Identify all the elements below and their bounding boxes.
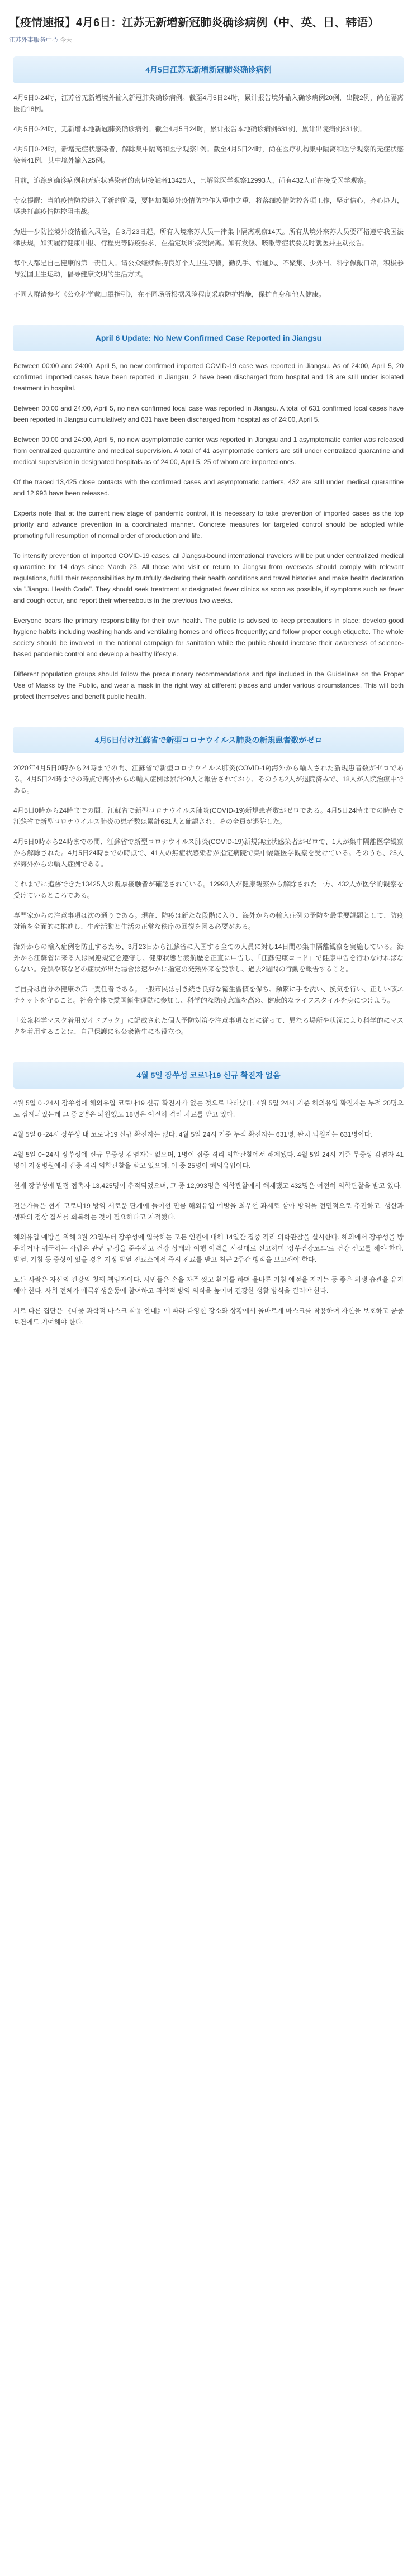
paragraph: 専門家からの注意事項は次の通りである。現在、防疫は新たな段階に入り、海外からの輸入症例の予防を最重要課題として、防疫対策を全面的に推進し、生産活動と生活の正常な秩序の回復を図る必要がある。 xyxy=(13,912,404,931)
section-spacer xyxy=(9,1037,408,1050)
publish-date: 今天 xyxy=(60,37,73,44)
paragraph: 전문가들은 현재 코로나19 방역 새로운 단계에 들어선 만큼 해외유입 예방을 최우선 과제로 삼아 방역을 전면적으로 추진하고, 생산과 생활의 정상 질서를 회복하는 것이 필요하다고 지적했다. xyxy=(13,1202,404,1221)
paragraph: 현재 장쑤성에 밀접 접촉자 13,425명이 추적되었으며, 그 중 12,993명은 의학관찰에서 해제됐고 432명은 여전히 의학관찰을 받고 있다. xyxy=(13,1182,402,1190)
section-spacer xyxy=(9,702,408,714)
paragraph: 4월 5일 0~24시 장쑤성 내 코로나19 신규 확진자는 없다. 4월 5일 24시 기준 누적 확진자는 631명, 완치 퇴원자는 631명이다. xyxy=(13,1130,373,1138)
paragraph: これまでに追跡できた13425人の濃厚接触者が確認されている。12993人が健康観察から解除された一方、432人が医学的観察を受けているところである。 xyxy=(13,880,404,899)
section-heading: 4月5日江苏无新增新冠肺炎确诊病例 xyxy=(145,65,272,74)
paragraph: 海外からの輸入症例を防止するため、3月23日から江蘇省に入国する全ての人員に対し14日間の集中隔離観察を実施している。海外から江蘇省に来る人は関連規定を遵守し、健康状態と渡航歴を正直に申告し、「江蘇健康コード」で健康申告を行わなければならない。発熱や咳などの症状が出た場合は速やかに指定の発熱外来を受診し、過去2週間の行動を報告すること。 xyxy=(13,943,404,973)
paragraph: 不同人群请参考《公众科学戴口罩指引》，在不同场所根据风险程度采取防护措施，保护自身和他人健康。 xyxy=(13,290,326,298)
paragraph: 4月5日0-24时，江苏省无新增境外输入新冠肺炎确诊病例。截至4月5日24时，累计报告境外输入确诊病例20例，出院2例，尚在隔离医治18例。 xyxy=(13,94,404,113)
article-section xyxy=(9,1062,408,1340)
article-meta xyxy=(9,35,408,44)
paragraph: To intensify prevention of imported COVID-19 cases, all Jiangsu-bound international travelers will be put under centralized medical quarantine for 14 days since March 23. All those who visit or return to Jiangsu from overseas should comply with relevant regulations, fulfill their responsibilities by truthfully declaring their health conditions and travel histories and make health declaration via "Jiangsu Health Code". They should seek treatment at designated fever clinics as soon as possible, if symptoms such as fever and cough occur, and report their whereabouts in the previous two weeks. xyxy=(13,552,404,604)
article-body xyxy=(9,56,408,1340)
paragraph: 4月5日0時から24時までの間、江蘇省で新型コロナウイルス肺炎(COVID-19)新規無症状感染者がゼロで、1人が集中隔離医学観察から解除された。4月5日24時までの時点で、41人の無症状感染者が指定病院で集中隔離医学観察を受けている。そのうち、25人が海外からの輸入症例である。 xyxy=(13,838,404,868)
paragraph: Between 00:00 and 24:00, April 5, no new confirmed local case was reported in Jiangsu. A total of 631 confirmed local cases have been reported in Jiangsu cumulatively and 631 have been discharged from hospital as of 24:00, April 5. xyxy=(13,404,404,423)
paragraph: Of the traced 13,425 close contacts with the confirmed cases and asymptomatic carriers, 432 are still under medical quarantine and 12,993 have been released. xyxy=(13,478,404,497)
paragraph: Everyone bears the primary responsibility for their own health. The public is advised to keep precautions in place: develop good hygiene habits including washing hands and ventilating homes and offices frequently; and follow proper cough etiquette. The whole society should be involved in the national campaign for sanitation while the public should increase their awareness of science-based pandemic control and develop a healthy lifestyle. xyxy=(13,617,404,658)
paragraph: 为进一步防控境外疫情输入风险，自3月23日起，所有入境来苏人员一律集中隔离观察14天。所有从境外来苏人员要严格遵守我国法律法规，如实履行健康申报、行程史等防疫要求，在指定场所接受隔离。如有发热、咳嗽等症状要及时就医并主动报告。 xyxy=(13,228,404,247)
paragraph: 「公衆科学マスク着用ガイドブック」に記載された個人予防対策や注意事項などに従って、異なる場所や状況により科学的にマスクを着用することは、自己保護にも公衆衛生にも役立つ。 xyxy=(13,1017,404,1036)
section-heading-banner xyxy=(13,727,404,753)
paragraph: 2020年4月5日0時から24時までの間、江蘇省で新型コロナウイルス肺炎(COVID-19)海外から輸入された新規患者数がゼロである。4月5日24時までの時点で海外からの輸入症例は累計20人と報告されており、そのうち2人が退院済みで、18人が入院治療中である。 xyxy=(13,764,404,794)
section-heading-banner xyxy=(13,325,404,351)
paragraph: Different population groups should follow the precautionary recommendations and tips included in the Guidelines on the Proper Use of Masks by the Public, and wear a mask in the right way at different places and under various circumstances. This will both protect themselves and benefit public health. xyxy=(13,670,404,700)
paragraph: 4월 5일 0~24시 장쑤성에 신규 무증상 감염자는 없으며, 1명이 집중 격리 의학관찰에서 해제됐다. 4월 5일 24시 기준 무증상 감염자 41명이 지정병원에서 집중 격리 의학관찰을 받고 있으며, 이 중 25명이 해외유입이다. xyxy=(13,1151,404,1170)
paragraph: 目前，追踪到确诊病例和无症状感染者的密切接触者13425人，已解除医学观察12993人，尚有432人正在接受医学观察。 xyxy=(13,176,371,184)
article-section xyxy=(9,56,408,312)
section-heading: April 6 Update: No New Confirmed Case Reported in Jiangsu xyxy=(95,333,322,342)
paragraph: Between 00:00 and 24:00, April 5, no new asymptomatic carrier was reported in Jiangsu and 1 asymptomatic carrier was released from centralized quarantine and medical supervision. A total of 41 asymptomatic carriers are still under centralized quarantine and medical supervision in designated hospitals as of 24:00, April 5, 25 of whom are imported ones. xyxy=(13,436,404,466)
article-section xyxy=(9,325,408,714)
section-heading: 4월 5일 장쑤성 코로나19 신규 확진자 없음 xyxy=(136,1071,281,1080)
section-heading-banner xyxy=(13,56,404,83)
paragraph: 모든 사람은 자신의 건강의 첫째 책임자이다. 시민들은 손을 자주 씻고 환기를 하며 올바른 기침 예절을 지키는 등 좋은 위생 습관을 유지해야 한다. 사회 전체가 애국위생운동에 참여하고 과학적 방역 의식을 높이며 건강한 생활 방식을 길러야 한다. xyxy=(13,1276,404,1295)
article-title: 【疫情速报】4月6日：江苏无新增新冠肺炎确诊病例（中、英、日、韩语） xyxy=(9,17,380,29)
section-spacer xyxy=(9,1328,408,1340)
paragraph: 서로 다른 집단은 《대중 과학적 마스크 착용 안내》에 따라 다양한 장소와 상황에서 올바르게 마스크를 착용하여 자신을 보호하고 공중 보건에도 기여해야 한다. xyxy=(13,1307,404,1326)
paragraph: 4月5日0-24时，新增无症状感染者，解除集中隔离和医学观察1例。截至4月5日24时，尚在医疗机构集中隔离和医学观察的无症状感染者41例，其中境外输入25例。 xyxy=(13,145,404,164)
article-section xyxy=(9,727,408,1050)
paragraph: 专家提醒：当前疫情防控进入了新的阶段，要把加强境外疫情防控作为重中之重，将落细疫情防控各项工作，坚定信心，齐心协力，坚决打赢疫情防控阻击战。 xyxy=(13,197,404,216)
section-heading: 4月5日付け江蘇省で新型コロナウイルス肺炎の新規患者数がゼロ xyxy=(94,736,323,745)
paragraph: 해외유입 예방을 위해 3월 23일부터 장쑤성에 입국하는 모든 인원에 대해 14일간 집중 격리 의학관찰을 실시한다. 해외에서 장쑤성을 방문하거나 귀국하는 사람은 관련 규정을 준수하고 건강 상태와 여행 이력을 사실대로 신고하며 '장쑤건강코드'로 건강 신고를 해야 한다. 발열, 기침 등 증상이 있을 경우 지정 발열 진료소에서 즉시 진료를 받고 최근 2주간 행적을 보고해야 한다. xyxy=(13,1233,404,1263)
paragraph: 每个人都是自己健康的第一责任人。请公众继续保持良好个人卫生习惯，勤洗手、常通风、不聚集、少外出、科学佩戴口罩，积极参与爱国卫生运动，倡导健康文明的生活方式。 xyxy=(13,259,404,278)
paragraph: 4月5日0-24时，无新增本地新冠肺炎确诊病例。截至4月5日24时，累计报告本地确诊病例631例，累计出院病例631例。 xyxy=(13,125,367,133)
section-spacer xyxy=(9,300,408,312)
account-name-link[interactable]: 江苏外事服务中心 xyxy=(9,37,58,44)
paragraph: Experts note that at the current new stage of pandemic control, it is necessary to take prevention of imported cases as the top priority and advance prevention in a coordinated manner. Concrete measures for targeted control should be adopted while promoting full resumption of normal order of production and life. xyxy=(13,509,404,540)
paragraph: Between 00:00 and 24:00, April 5, no new confirmed imported COVID-19 case was reported in Jiangsu. As of 24:00, April 5, 20 confirmed imported cases have been reported in Jiangsu, 2 have been discharged from hospital and 18 are still under isolated treatment in hospital. xyxy=(13,362,404,392)
paragraph: 4월 5일 0~24시 장쑤성에 해외유입 코로나19 신규 확진자가 없는 것으로 나타났다. 4월 5일 24시 기준 해외유입 확진자는 누적 20명으로 집계되었는데 그 중 2명은 퇴원했고 18명은 여전히 격리 치료를 받고 있다. xyxy=(13,1099,404,1118)
paragraph: ご自身は自分の健康の第一責任者である。一般市民は引き続き良好な衛生習慣を保ち、頻繁に手を洗い、換気を行い、正しい咳エチケットを守ること。社会全体で愛国衛生運動に参加し、科学的な防疫意識を高め、健康的なライフスタイルを身につけよう。 xyxy=(13,985,404,1004)
section-heading-banner xyxy=(13,1062,404,1089)
paragraph: 4月5日0時から24時までの間、江蘇省で新型コロナウイルス肺炎(COVID-19)新規患者数がゼロである。4月5日24時までの時点で江蘇省で新型コロナウイルス肺炎の患者数は累計631人と確認され、その全員が退院した。 xyxy=(13,807,404,826)
